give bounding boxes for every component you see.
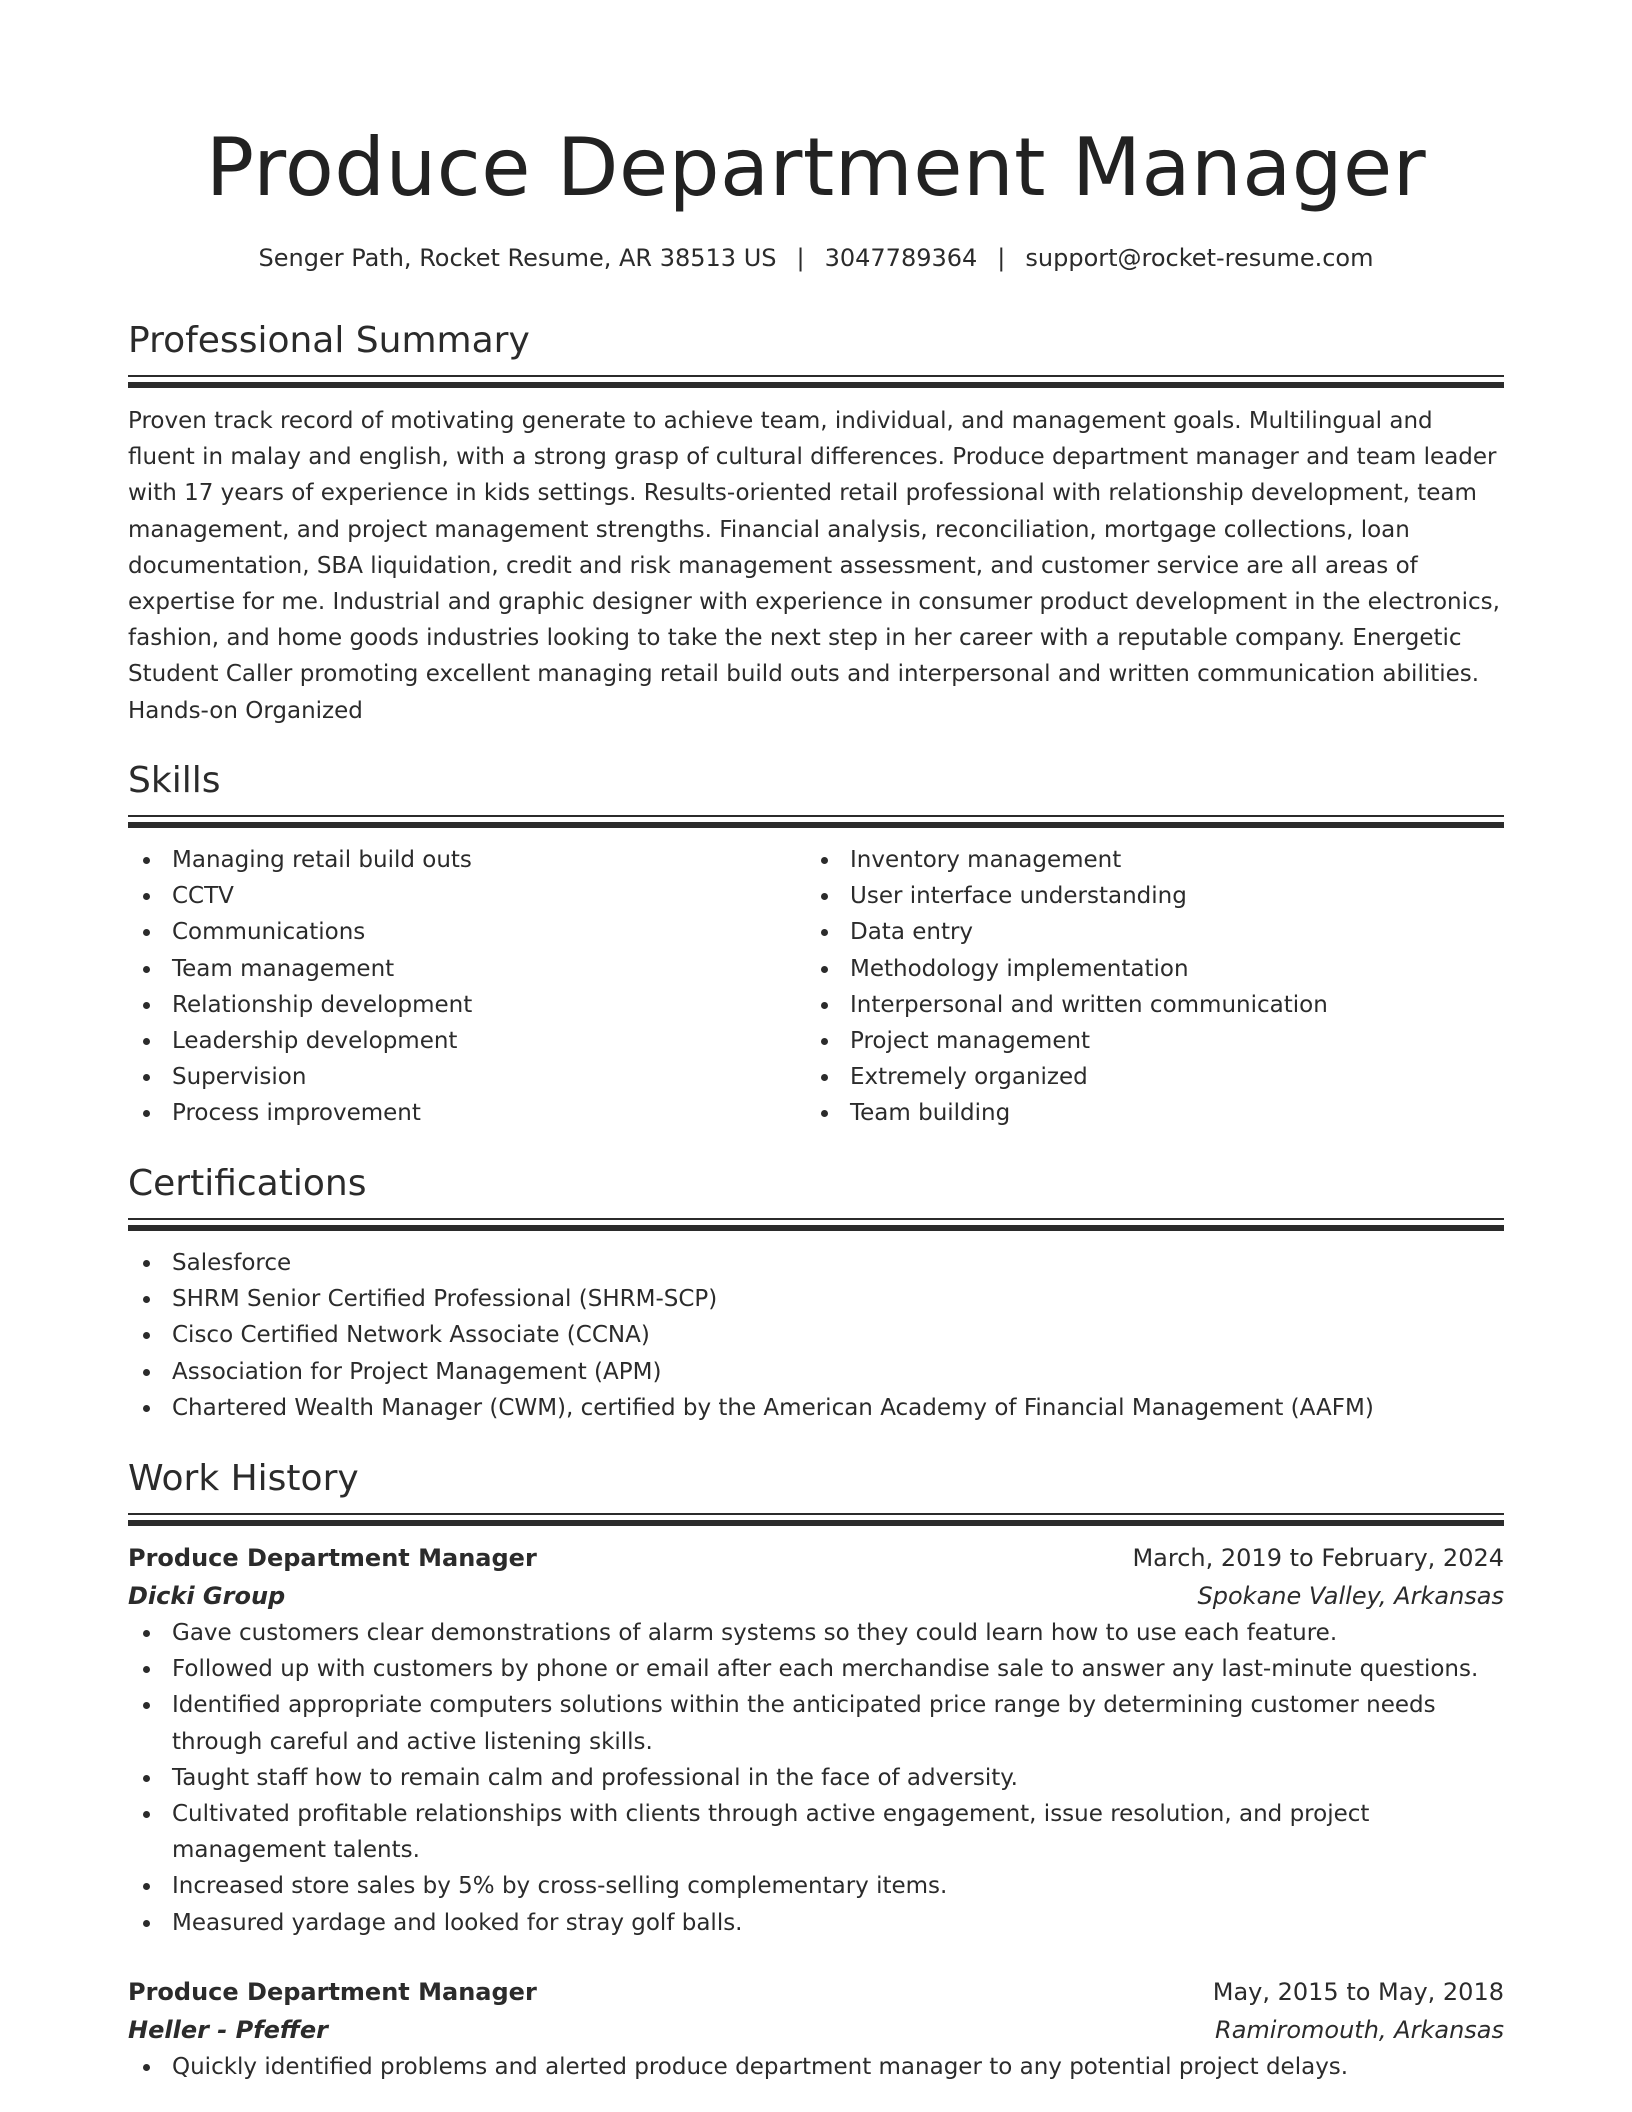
- job-subheader: [128, 2011, 1504, 2049]
- job-header: [128, 1973, 1504, 2011]
- skill-item: Project management: [806, 1023, 1484, 1059]
- job-company: Dicki Group: [128, 1582, 286, 1610]
- job-location: Spokane Valley, Arkansas: [1197, 1582, 1504, 1610]
- contact-separator: |: [997, 244, 1006, 272]
- certifications-list: [128, 1245, 1504, 1426]
- email-text: support@rocket-resume.com: [1025, 244, 1374, 272]
- skill-item: Extremely organized: [806, 1059, 1484, 1095]
- section-divider: [128, 1218, 1504, 1231]
- job-dates: March, 2019 to February, 2024: [1132, 1544, 1504, 1572]
- job-company: Heller - Pfeffer: [128, 2015, 329, 2044]
- contact-line: [0, 242, 1632, 274]
- skill-item: Data entry: [806, 914, 1484, 950]
- skills-columns: [128, 842, 1504, 1132]
- job-duty-item: Taught staff how to remain calm and professional in the face of adversity.: [128, 1760, 1504, 1796]
- summary-section: [128, 318, 1504, 729]
- skill-item: Inventory management: [806, 842, 1484, 878]
- summary-text: Proven track record of motivating generate to achieve team, individual, and management goals. Multilingual and fluent in malay and english, with a strong grasp of cultural differences. Produce department manager and team leader with 17 years of experience in kids settings. Results-oriented retail professional with relationship development, team management, and project management strengths. Financial analysis, reconciliation, mortgage collections, loan documentation, SBA liquidation, credit and risk management assessment, and customer service are all areas of expertise for me. Industrial and graphic designer with experience in consumer product development in the electronics, fashion, and home goods industries looking to take the next step in her career with a reputable company. Energetic Student Caller promoting excellent managing retail build outs and interpersonal and written communication abilities. Hands-on Organized: [128, 408, 1500, 724]
- skills-list-left: [128, 842, 806, 1132]
- job-subheader: [128, 1577, 1504, 1615]
- job-duties-list: [128, 2049, 1504, 2085]
- section-divider: [128, 815, 1504, 828]
- certification-item: Cisco Certified Network Associate (CCNA): [128, 1317, 1504, 1353]
- section-divider: [128, 375, 1504, 388]
- certification-item: SHRM Senior Certified Professional (SHRM-SCP): [128, 1281, 1504, 1317]
- phone-text: 3047789364: [824, 244, 978, 272]
- skill-item: Supervision: [128, 1059, 806, 1095]
- certification-item: Association for Project Management (APM): [128, 1354, 1504, 1390]
- job-duty-item: Increased store sales by 5% by cross-selling complementary items.: [128, 1868, 1504, 1904]
- summary-heading: Professional Summary: [128, 320, 530, 361]
- certifications-section: [128, 1161, 1504, 1426]
- skill-item: Methodology implementation: [806, 951, 1484, 987]
- certification-item: Chartered Wealth Manager (CWM), certified by the American Academy of Financial Management (AAFM): [128, 1390, 1504, 1426]
- skill-item: Team management: [128, 951, 806, 987]
- skills-list-right: [806, 842, 1484, 1132]
- skills-section: [128, 758, 1504, 1132]
- skill-item: Leadership development: [128, 1023, 806, 1059]
- job-duties-list: [128, 1615, 1504, 1941]
- skill-item: Team building: [806, 1095, 1484, 1131]
- job-duty-item: Gave customers clear demonstrations of alarm systems so they could learn how to use each feature.: [128, 1615, 1504, 1651]
- job-entry: [128, 1539, 1504, 1941]
- section-divider: [128, 1513, 1504, 1526]
- resume-header: [0, 118, 1632, 274]
- work-history-section: [128, 1456, 1504, 2085]
- certifications-heading: Certifications: [128, 1163, 367, 1204]
- job-header: [128, 1539, 1504, 1577]
- skill-item: CCTV: [128, 878, 806, 914]
- job-duty-item: Quickly identified problems and alerted produce department manager to any potential project delays.: [128, 2049, 1504, 2085]
- job-duty-item: Identified appropriate computers solutions within the anticipated price range by determining customer needs through careful and active listening skills.: [128, 1687, 1504, 1759]
- job-location: Ramiromouth, Arkansas: [1215, 2015, 1504, 2044]
- candidate-name: Produce Department Manager: [205, 121, 1427, 214]
- job-entry: [128, 1973, 1504, 2085]
- skills-heading: Skills: [128, 760, 221, 801]
- work-history-heading: Work History: [128, 1458, 359, 1499]
- certification-item: Salesforce: [128, 1245, 1504, 1281]
- skill-item: Interpersonal and written communication: [806, 987, 1484, 1023]
- job-duty-item: Measured yardage and looked for stray golf balls.: [128, 1905, 1504, 1941]
- job-dates: May, 2015 to May, 2018: [1212, 1977, 1504, 2006]
- job-title: Produce Department Manager: [128, 1977, 537, 2006]
- address-text: Senger Path, Rocket Resume, AR 38513 US: [258, 244, 777, 272]
- skill-item: Relationship development: [128, 987, 806, 1023]
- job-title: Produce Department Manager: [128, 1544, 537, 1572]
- skill-item: User interface understanding: [806, 878, 1484, 914]
- job-duty-item: Cultivated profitable relationships with clients through active engagement, issue resolution, and project management talents.: [128, 1796, 1504, 1868]
- job-duty-item: Followed up with customers by phone or email after each merchandise sale to answer any last-minute questions.: [128, 1651, 1504, 1687]
- skill-item: Managing retail build outs: [128, 842, 806, 878]
- skill-item: Communications: [128, 914, 806, 950]
- skill-item: Process improvement: [128, 1095, 806, 1131]
- contact-separator: |: [796, 244, 805, 272]
